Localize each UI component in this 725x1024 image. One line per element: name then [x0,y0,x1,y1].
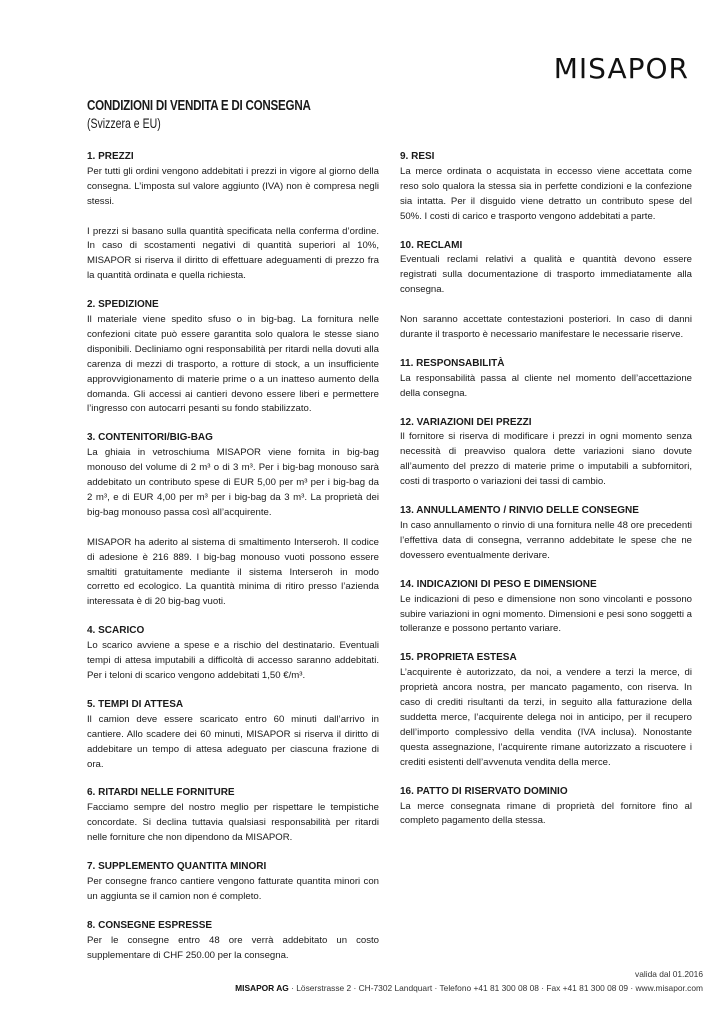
section-heading: 3. CONTENITORI/BIG-BAG [87,432,213,444]
terms-section [400,150,692,225]
section-paragraph: La ghiaia in vetroschiuma MISAPOR viene fornita in big-bag monouso del volume di 2 m³ o di 3 m³. Per i big-bag monouso sarà addebitato un contributo spese di EUR 5,00 per m³ per i big-bag da 2 m³, e di EUR 4,00 per m³ per i big-bag da 3 m³. La proprietà dei big-bag monouso passa così all’acquirente. [87,447,379,518]
section-paragraph: Il camion deve essere scaricato entro 60 minuti dall’arrivo in cantiere. Allo scadere dei 60 minuti, MISAPOR si riserva il diritto di addebitare un tempo di attesa adeguato per ciascuna frazione di ora. [87,713,379,770]
section-paragraph: MISAPOR ha aderito al sistema di smaltimento Interseroh. Il codice di adesione è 216 889. I big-bag monouso vuoti possono essere smaltiti gratuitamente mediante il sistema Interseroh in modo corretto ed ecologico. La quantità minima di ritiro presso l’azienda interessata è di 20 big-bag vuoti. [87,536,379,608]
terms-section [400,785,692,830]
page-subtitle: (Svizzera e EU) [87,116,161,131]
terms-section [400,578,692,638]
terms-section [87,860,379,905]
terms-section [400,504,692,564]
right-column [400,150,692,843]
section-heading: 12. VARIAZIONI DEI PREZZI [400,416,532,428]
section-heading: 5. TEMPI DI ATTESA [87,698,184,710]
terms-section [87,786,379,846]
left-column [87,150,379,977]
section-heading: 16. PATTO DI RISERVATO DOMINIO [400,785,568,797]
section-paragraph: I prezzi si basano sulla quantità specificata nella conferma d’ordine. In caso di scostamenti negativi di quantità superiori al 10%, MISAPOR si riserva il diritto di effettuare adeguamenti di prezzo fra la quantità ordinata e quella richiesta. [87,225,379,282]
section-heading: 6. RITARDI NELLE FORNITURE [87,787,235,799]
footer-company: MISAPOR AG [235,983,289,993]
terms-section [400,651,692,770]
section-heading: 7. SUPPLEMENTO QUANTITA MINORI [87,861,267,873]
section-heading: 10. RECLAMI [400,239,463,251]
section-paragraph: La merce ordinata o acquistata in eccesso viene accettata come reso solo qualora la stessa sia in perfette condizioni e la confezione sia intatta. Per il disguido viene detratto un contributo spese del 50%. I costi di carico e trasporto vengono addebitati a parte. [400,165,692,222]
section-paragraph: Il materiale viene spedito sfuso o in big-bag. La fornitura nelle confezioni citate può essere garantita solo qualora le stesse siano disponibili. Decliniamo ogni responsabilità per ritardi nella dovuti alla carenza di mezzi di trasporto, a rotture di stock, a un insufficiente approvvigionamento di materie prime o a un inatteso aumento della domanda. Gli accessi ai cantieri devono essere liberi e permettere l’ingresso con autocarri pesanti su fondo stabilizzato. [87,314,379,415]
terms-section [87,298,379,417]
section-heading: 2. SPEDIZIONE [87,299,159,311]
section-heading: 13. ANNULLAMENTO / RINVIO DELLE CONSEGNE [400,505,639,517]
section-paragraph: Eventuali reclami relativi a qualità e quantità devono essere registrati sulla documentazione di trasporto immediatamente alla consegna. [400,254,692,296]
section-paragraph: La merce consegnata rimane di proprietà del fornitore fino al completo pagamento della stessa. [400,800,692,827]
terms-section [87,919,379,964]
page-title: CONDIZIONI DI VENDITA E DI CONSEGNA [87,98,311,114]
section-heading: 8. CONSEGNE ESPRESSE [87,919,213,931]
section-paragraph: Per le consegne entro 48 ore verrà addebitato un costo supplementare di CHF 250.00 per la consegna. [87,934,379,961]
terms-section [400,357,692,402]
footer-address: · Löserstrasse 2 · CH-7302 Landquart · Telefono +41 81 300 08 08 · Fax +41 81 300 08 09 · www.misapor.com [288,983,703,993]
section-paragraph: L’acquirente è autorizzato, da noi, a vendere a terzi la merce, di proprietà ancora nostra, per mancato pagamento, con riserva. In caso di crediti risultanti da terzi, in seguito alla fatturazione della suddetta merce, l’acquirente delega noi in anticipo, per il recupero dell’importo complessivo della vendita (IVA inclusa). Nonostante questa assegnazione, l’acquirente rimane autorizzato a riscuotere i crediti esistenti dell’avvenuta vendita della merce. [400,667,692,768]
terms-section [400,239,692,343]
section-heading: 14. INDICAZIONI DI PESO E DIMENSIONE [400,578,597,590]
terms-section [87,698,379,773]
company-logo: MISAPOR [553,52,689,85]
section-heading: 11. RESPONSABILITÀ [400,357,505,369]
validity-date: valida dal 01.2016 [635,969,703,979]
section-heading: 15. PROPRIETA ESTESA [400,652,517,664]
terms-section [87,150,379,284]
section-paragraph: Non saranno accettate contestazioni posteriori. In caso di danni durante il trasporto è necessario manifestare le necessarie riserve. [400,314,692,340]
terms-section [87,431,379,610]
section-heading: 1. PREZZI [87,151,134,162]
section-paragraph: Le indicazioni di peso e dimensione non sono vincolanti e possono subire variazioni in ogni momento. Dimensioni e pesi sono soggetti a tolleranze e possono pertanto variare. [400,593,692,635]
footer-contact [235,983,703,993]
terms-section [87,624,379,684]
section-paragraph: Facciamo sempre del nostro meglio per rispettare le tempistiche concordate. Si declina tuttavia qualsiasi responsabilità per ritardi nelle forniture che non dipendono da MISAPOR. [87,802,379,844]
section-paragraph: Il fornitore si riserva di modificare i prezzi in ogni momento senza necessità di preavviso qualora dette variazioni siano dovute all’aumento del prezzo di materie prime o imputabili a subfornitori, costi di trasporto o variazioni dei tassi di cambio. [400,431,692,488]
section-paragraph: Lo scarico avviene a spese e a rischio del destinatario. Eventuali tempi di attesa imputabili a difficoltà di accesso saranno addebitati. Per i teloni di scarico vengono addebitati 1,50 €/m³. [87,640,379,681]
section-paragraph: La responsabilità passa al cliente nel momento dell’accettazione della consegna. [400,372,692,399]
terms-section [400,416,692,491]
section-heading: 4. SCARICO [87,625,145,637]
section-paragraph: In caso annullamento o rinvio di una fornitura nelle 48 ore precedenti l’effettiva data di consegna, verranno addebitate le spese che ne dovessero eventualmente derivare. [400,520,692,561]
section-heading: 9. RESI [400,151,435,162]
section-paragraph: Per consegne franco cantiere vengono fatturate quantita minori con un aggiunta se il camion non é completo. [87,875,379,902]
section-paragraph: Per tutti gli ordini vengono addebitati i prezzi in vigore al giorno della consegna. L’imposta sul valore aggiunto (IVA) non è compresa negli stessi. [87,165,379,207]
